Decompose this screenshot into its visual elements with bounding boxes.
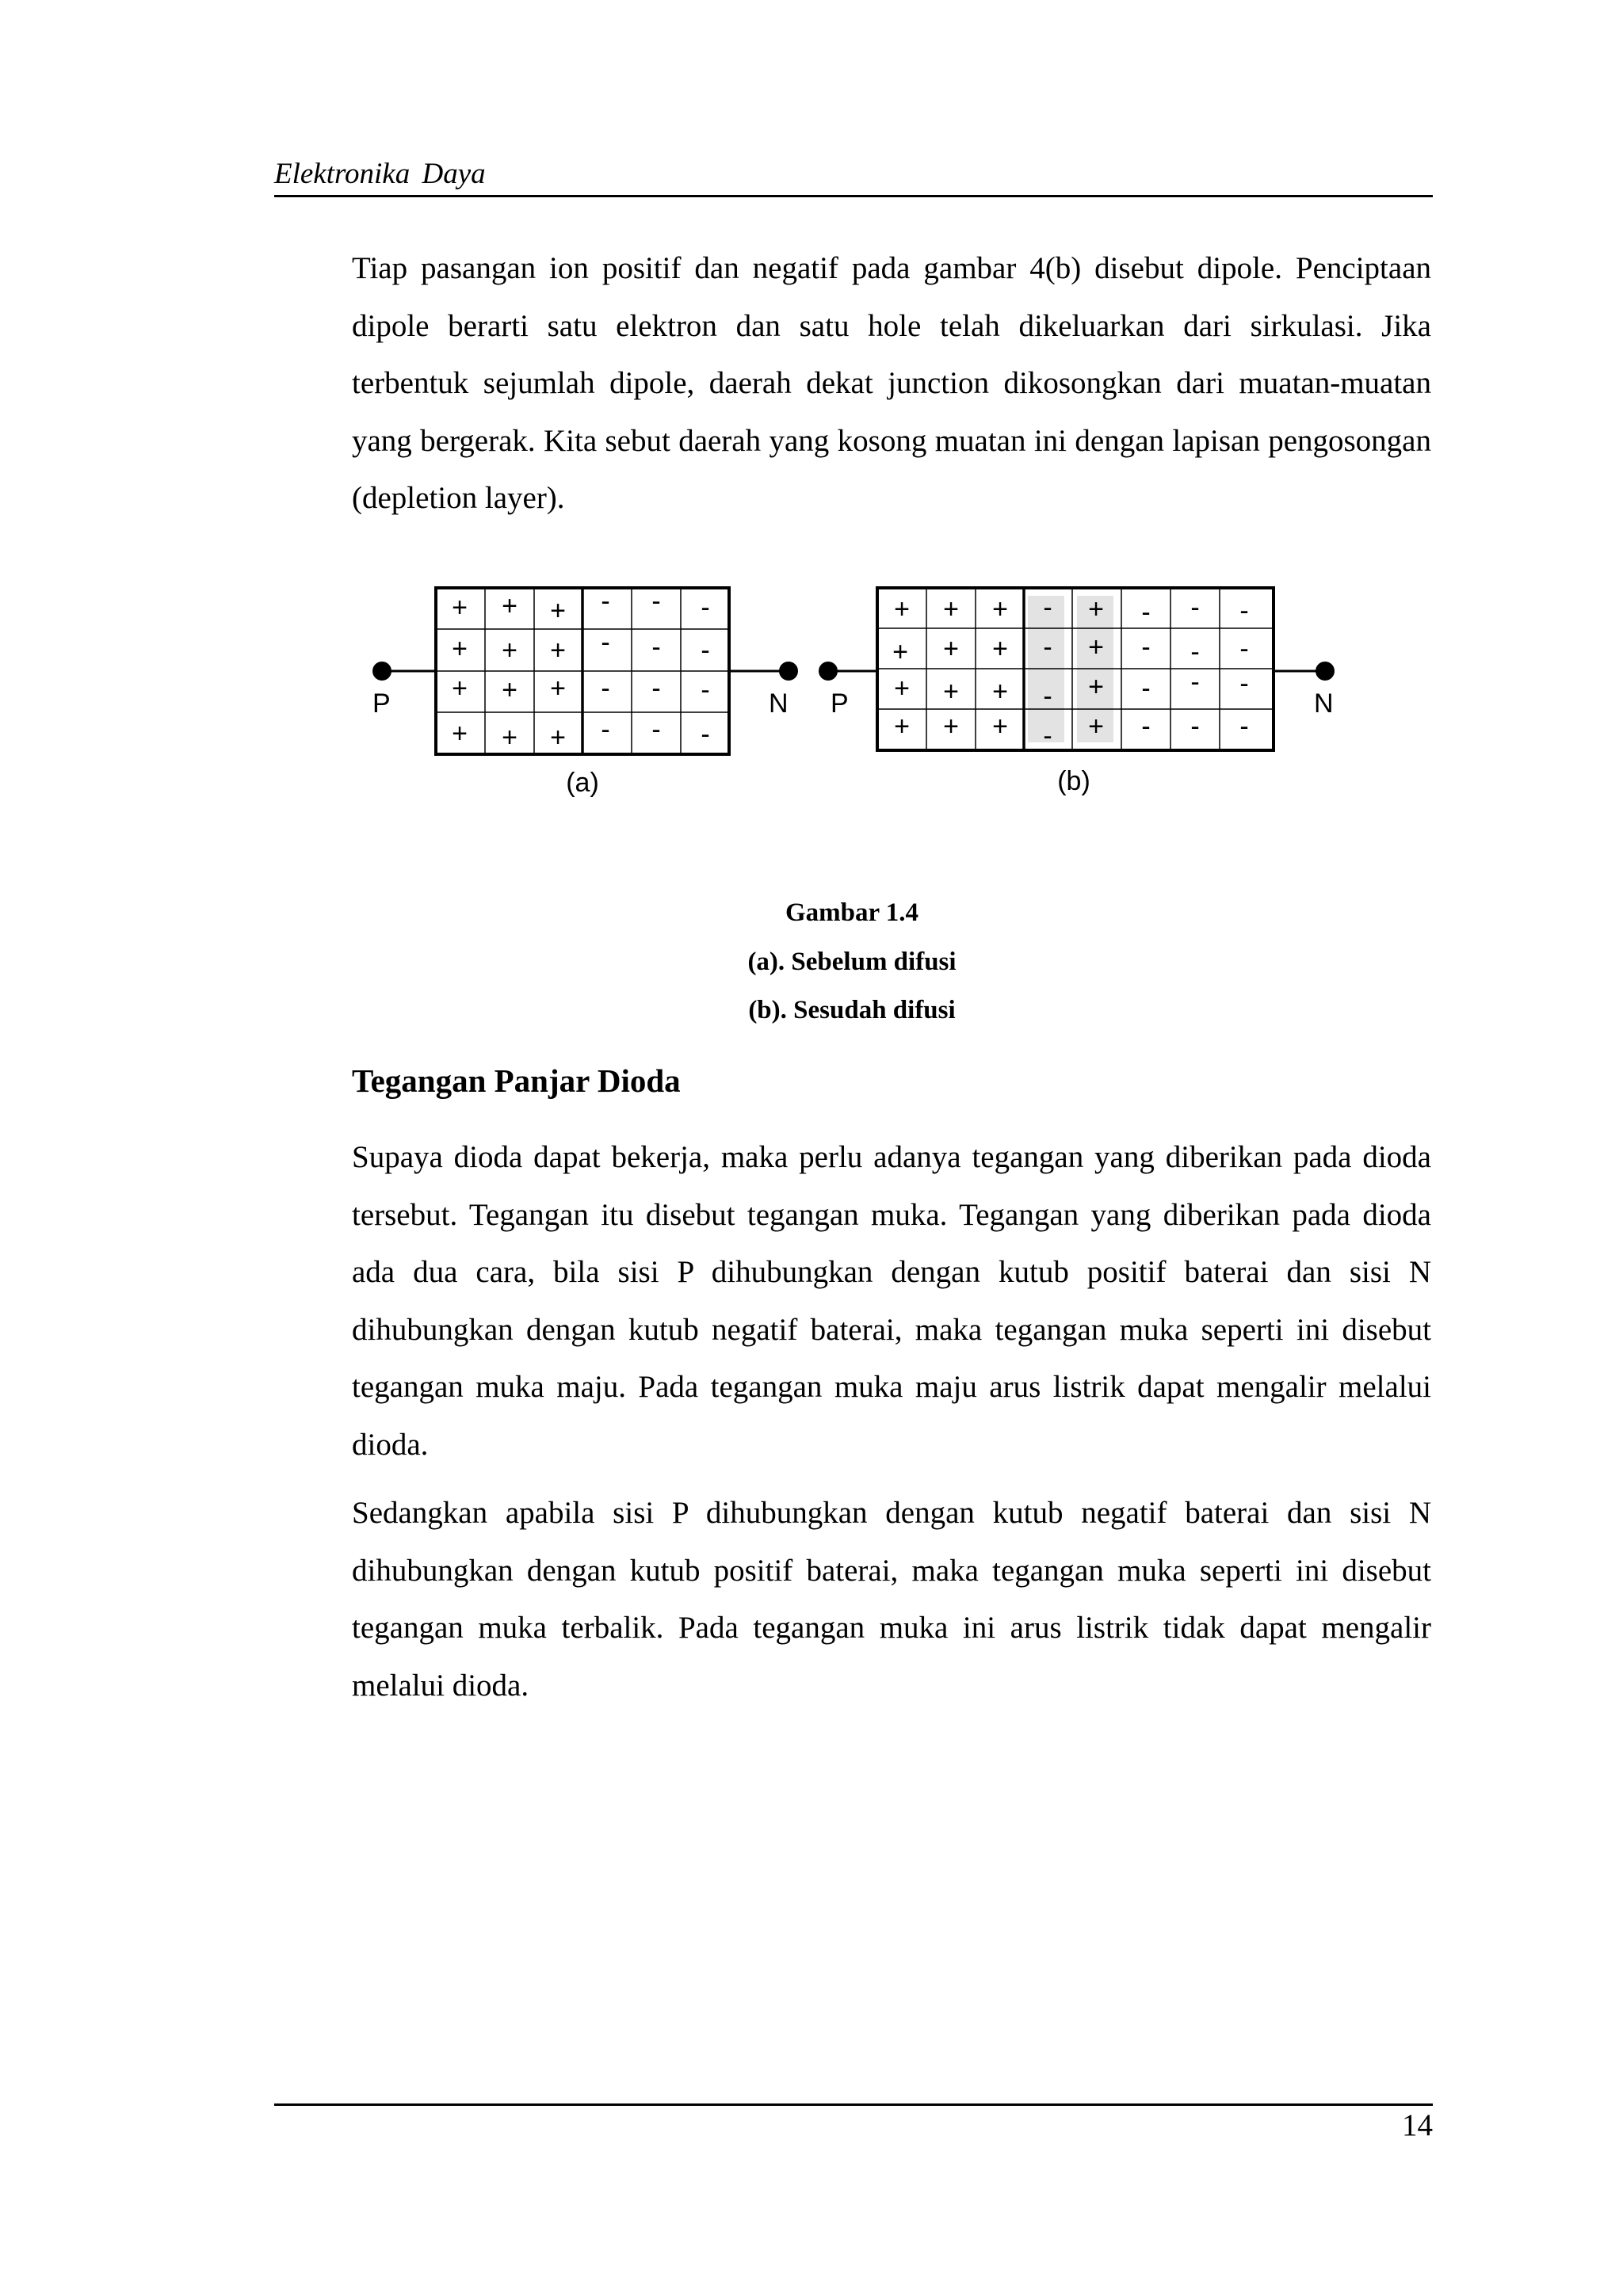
plus-sign: +	[1088, 594, 1104, 624]
plus-sign: +	[943, 634, 959, 664]
minus-sign: -	[1190, 593, 1200, 623]
label-n-b: N	[1314, 688, 1334, 719]
minus-sign: -	[701, 675, 710, 705]
minus-sign: -	[601, 586, 610, 616]
minus-sign: -	[651, 586, 661, 616]
minus-sign: -	[601, 715, 610, 745]
figure-caption-a: (a). Sebelum difusi	[747, 948, 957, 976]
plus-sign: +	[502, 591, 517, 621]
plus-sign: +	[550, 673, 566, 704]
plus-sign: +	[992, 677, 1008, 707]
plus-sign: +	[943, 594, 959, 624]
plus-sign: +	[1088, 672, 1104, 702]
charges-b	[892, 593, 1249, 751]
plus-sign: +	[1088, 632, 1104, 662]
terminal-n-b	[1316, 662, 1335, 681]
plus-sign: +	[550, 635, 566, 666]
label-p-a: P	[372, 688, 391, 719]
charges-a	[452, 586, 710, 753]
minus-sign: -	[1141, 597, 1151, 627]
plus-sign: +	[892, 637, 908, 667]
minus-sign: -	[651, 632, 661, 662]
paragraph-forward-bias: Supaya dioda dapat bekerja, maka perlu adanya tegangan yang diberikan pada dioda tersebut. Tegangan itu disebut tegangan muka. Tegangan yang diberikan pada dioda ada dua cara, bila sisi P dihubungkan dengan kutub positif baterai dan sisi N dihubungkan dengan kutub negatif baterai, maka tegangan muka seperti ini disebut tegangan muka maju. Pada tegangan muka maju arus listrik dapat mengalir melalui dioda.	[352, 1140, 1431, 1462]
plus-sign: +	[943, 711, 959, 742]
plus-sign: +	[452, 634, 468, 664]
minus-sign: -	[701, 719, 710, 749]
minus-sign: -	[601, 673, 610, 704]
plus-sign: +	[992, 711, 1008, 742]
plus-sign: +	[452, 593, 468, 623]
plus-sign: +	[452, 719, 468, 749]
running-header: Elektronika Daya	[274, 158, 486, 190]
plus-sign: +	[992, 634, 1008, 664]
minus-sign: -	[601, 627, 610, 658]
paragraph-depletion-layer: Tiap pasangan ion positif dan negatif pada gambar 4(b) disebut dipole. Penciptaan dipole berarti satu elektron dan satu hole telah dikeluarkan dari sirkulasi. Jika terbentuk sejumlah dipole, daerah dekat junction dikosongkan dari muatan-muatan yang bergerak. Kita sebut daerah yang kosong muatan ini dengan lapisan pengosongan (depletion layer).	[352, 251, 1431, 515]
minus-sign: -	[1043, 593, 1052, 623]
plus-sign: +	[894, 673, 910, 704]
minus-sign: -	[1190, 711, 1200, 742]
minus-sign: -	[1043, 721, 1052, 751]
plus-sign: +	[502, 675, 517, 705]
minus-sign: -	[1190, 637, 1200, 667]
minus-sign: -	[1239, 711, 1249, 742]
section-heading: Tegangan Panjar Dioda	[352, 1062, 681, 1099]
minus-sign: -	[701, 635, 710, 666]
figure-caption-title: Gambar 1.4	[785, 898, 919, 927]
figure-label-a: (a)	[566, 768, 599, 798]
plus-sign: +	[894, 711, 910, 742]
plus-sign: +	[452, 673, 468, 704]
plus-sign: +	[502, 723, 517, 753]
minus-sign: -	[651, 673, 661, 704]
plus-sign: +	[1088, 711, 1104, 742]
figure-b	[819, 588, 1335, 796]
plus-sign: +	[943, 677, 959, 707]
footer-rule	[274, 2103, 1433, 2106]
terminal-p-b	[819, 662, 838, 681]
plus-sign: +	[550, 723, 566, 753]
label-n-a: N	[769, 688, 789, 719]
label-p-b: P	[831, 688, 849, 719]
minus-sign: -	[1141, 673, 1151, 704]
minus-sign: -	[1043, 632, 1052, 662]
page-number: 14	[1402, 2108, 1433, 2142]
figure-caption-b: (b). Sesudah difusi	[748, 996, 956, 1024]
plus-sign: +	[550, 596, 566, 626]
pn-junction-figure	[349, 572, 1347, 810]
plus-sign: +	[502, 635, 517, 666]
header-rule	[274, 195, 1433, 197]
plus-sign: +	[992, 594, 1008, 624]
minus-sign: -	[1239, 634, 1249, 664]
plus-sign: +	[894, 594, 910, 624]
minus-sign: -	[1141, 632, 1151, 662]
minus-sign: -	[1190, 667, 1200, 697]
minus-sign: -	[1141, 711, 1151, 742]
paragraph-reverse-bias: Sedangkan apabila sisi P dihubungkan dengan kutub negatif baterai dan sisi N dihubungkan dengan kutub positif baterai, maka tegangan muka seperti ini disebut tegangan muka terbalik. Pada tegangan muka ini arus listrik tidak dapat mengalir melalui dioda.	[352, 1496, 1431, 1703]
figure-a	[372, 586, 798, 798]
minus-sign: -	[1043, 681, 1052, 711]
terminal-n-a	[779, 662, 798, 681]
terminal-p-a	[372, 662, 391, 681]
minus-sign: -	[1239, 669, 1249, 699]
minus-sign: -	[701, 593, 710, 623]
minus-sign: -	[1239, 596, 1249, 626]
minus-sign: -	[651, 715, 661, 745]
figure-label-b: (b)	[1057, 766, 1090, 796]
